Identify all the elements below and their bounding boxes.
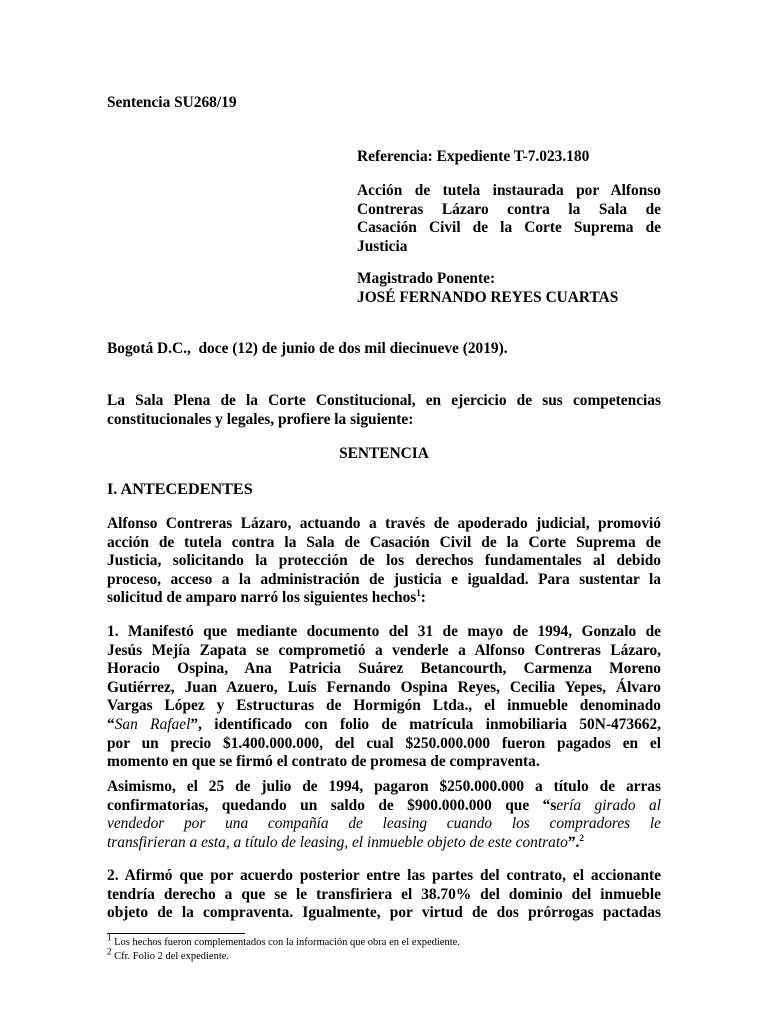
footnote-divider [107, 933, 245, 934]
p4-line: objeto de la compraventa. Igualmente, por virtud de dos prórrogas pactadas [107, 904, 661, 922]
p2-line: momento en que se firmó el contrato de promesa de compraventa. [107, 753, 540, 771]
p3-last-line: transfirieran a esta, a título de leasing, el inmueble objeto de este contrato”.$^2$ [107, 832, 584, 851]
p1-line: Justicia, solicitando la protección de los derechos fundamentales al debido [107, 552, 661, 570]
accion-line: Contreras Lázaro contra la Sala de [357, 200, 661, 218]
intro-line: La Sala Plena de la Corte Constitucional, en ejercicio de sus competencias [107, 392, 661, 409]
p2-line: Vargas López y Estructuras de Hormigón Ltda., el inmueble denominado [107, 697, 661, 715]
p4-line: 2. Afirmó que por acuerdo posterior entre las partes del contrato, el accionante [107, 867, 661, 884]
p1-line: proceso, acceso a la administración de justicia e igualdad. Para sustentar la [107, 570, 661, 588]
p2-line: Horacio Ospina, Ana Patricia Suárez Betancourth, Carmenza Moreno [107, 660, 661, 678]
accion-line: Acción de tutela instaurada por Alfonso [357, 182, 661, 199]
p2-line: por un precio $1.400.000.000, del cual $250.000.000 fueron pagados en el [107, 734, 661, 752]
p1-line: acción de tutela contra la Sala de Casación Civil de la Corte Suprema de [107, 533, 661, 551]
p2-line: Gutiérrez, Juan Azuero, Luís Fernando Ospina Reyes, Cecilia Yepes, Álvaro [107, 678, 661, 696]
paragraph-4 [107, 867, 661, 923]
paragraph-3 [107, 778, 661, 852]
footnote-1: $^1$ Los hechos fueron complementados con la información que obra en el expediente. [107, 932, 460, 948]
accion-line: Justicia [357, 237, 408, 255]
hechos-word: hechos [371, 589, 417, 607]
reference-expediente: Referencia: Expediente T-7.023.180 [357, 148, 590, 165]
footnote-2: $^2$ Cfr. Folio 2 del expediente. [107, 946, 230, 962]
p2-quote-line: “San Rafael”, identificado con folio de matrícula inmobiliaria 50N-473662, [107, 715, 662, 733]
reference-accion [357, 182, 661, 256]
intro-paragraph [107, 392, 661, 429]
section-heading: I. ANTECEDENTES [107, 480, 253, 498]
p3-italic-line: vendedor por una compañía de leasing cuando los compradores le [107, 815, 661, 833]
paragraph-2 [107, 623, 661, 772]
p2-line: Jesús Mejía Zapata se comprometió a venderle a Alfonso Contreras Lázaro, [107, 641, 661, 659]
p2-line: 1. Manifestó que mediante documento del 31 de mayo de 1994, Gonzalo de [107, 623, 661, 640]
p3-line: Asimismo, el 25 de julio de 1994, pagaron $250.000.000 a título de arras [107, 778, 661, 795]
sentencia-heading: SENTENCIA [339, 445, 429, 462]
p1-last-line: solicitud de amparo narró los siguientes hechos$^1$: [107, 588, 426, 607]
paragraph-1 [107, 515, 661, 608]
footnote-ref-1: 1 [416, 588, 421, 599]
p3-line-2: confirmatorias, quedando un saldo de $900.000.000 que “sería girado al [107, 796, 661, 814]
p1-line: Alfonso Contreras Lázaro, actuando a través de apoderado judicial, promovió [107, 515, 661, 532]
p4-line: tendría derecho a que se le transfiriera el 38.70% del dominio del inmueble [107, 885, 661, 903]
accion-line: Casación Civil de la Corte Suprema de [357, 219, 661, 237]
magistrado-block [357, 270, 661, 307]
intro-line: constitucionales y legales, profiere la siguiente: [107, 410, 414, 428]
san-rafael-name: San Rafael [114, 715, 191, 733]
magistrado-label: Magistrado Ponente: [357, 270, 496, 287]
magistrado-name: JOSÉ FERNANDO REYES CUARTAS [357, 288, 619, 306]
footnote-ref-2: 2 [579, 832, 584, 843]
date-line: Bogotá D.C., doce (12) de junio de dos mil diecinueve (2019). [107, 340, 508, 357]
document-title: Sentencia SU268/19 [107, 94, 237, 111]
